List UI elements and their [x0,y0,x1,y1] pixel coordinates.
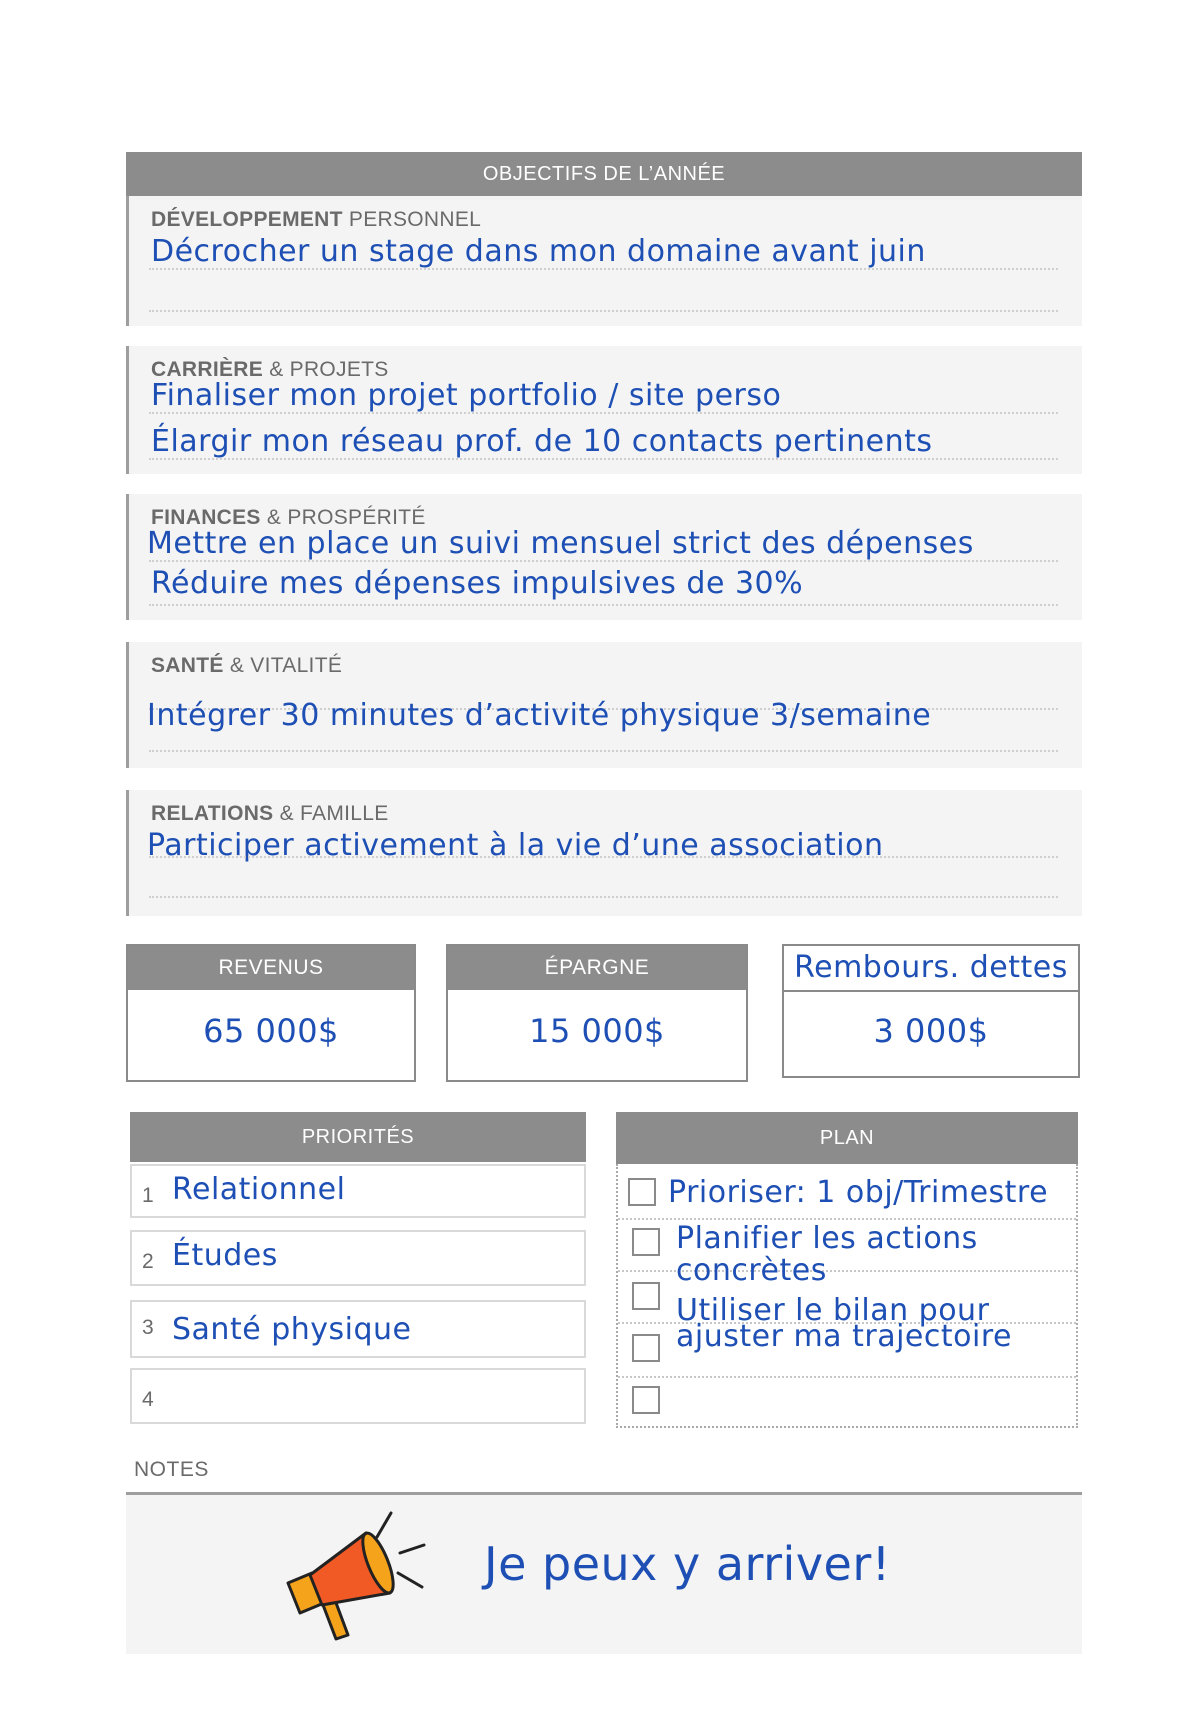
category-title-rest: & PROJETS [263,358,389,381]
goal-text: Décrocher un stage dans mon domaine avant juin [151,234,926,269]
category-title-bold: RELATIONS [151,802,274,825]
category-title-bold: CARRIÈRE [151,358,264,381]
category-title-bold: DÉVELOPPEMENT [151,208,343,231]
revenus-card [126,944,416,1082]
category-career-projects [126,346,1082,474]
checkbox-icon[interactable] [632,1386,660,1414]
goal-line [149,856,1058,858]
megaphone-icon [276,1501,436,1651]
goal-line [149,458,1058,460]
goal-line [149,604,1058,606]
goal-text: Participer activement à la vie d’une association [147,828,884,863]
goal-text: Élargir mon réseau prof. de 10 contacts pertinents [151,424,933,459]
category-title-rest: & FAMILLE [273,802,389,825]
notes-box[interactable] [126,1492,1082,1654]
goal-line [149,896,1058,898]
goal-line [149,750,1058,752]
category-title [151,654,342,678]
priority-text: Relationnel [172,1172,346,1207]
priority-text: Santé physique [172,1312,412,1347]
goal-text: Intégrer 30 minutes d’activité physique 3/semaine [147,698,932,733]
goal-text: Finaliser mon projet portfolio / site perso [151,378,782,413]
priority-row[interactable] [130,1164,586,1218]
dettes-value: 3 000$ [873,1012,989,1050]
objectives-title: OBJECTIFS DE L’ANNÉE [482,163,726,185]
plan-header [616,1112,1078,1164]
goal-line [149,310,1058,312]
priority-row[interactable] [130,1368,586,1424]
plan-divider [618,1218,1076,1220]
priority-number: 3 [142,1316,154,1339]
category-title-bold: FINANCES [151,506,261,529]
revenus-value: 65 000$ [203,1012,339,1050]
category-title-rest: PERSONNEL [342,208,482,231]
objectives-header [126,152,1082,196]
priorities-title: PRIORITÉS [301,1126,415,1148]
priorities-header [130,1112,586,1162]
category-title [151,208,481,232]
category-title-rest: & PROSPÉRITÉ [260,506,426,529]
plan-item-text: ajuster ma trajectoire [676,1319,1012,1354]
notes-message: Je peux y arriver! [484,1537,891,1591]
checkbox-icon[interactable] [632,1228,660,1256]
dettes-label: Rembours. dettes [784,946,1078,992]
priority-number: 1 [142,1184,154,1207]
goal-text: Mettre en place un suivi mensuel strict des dépenses [147,526,974,561]
plan-item-text: Prioriser: 1 obj/Trimestre [668,1175,1049,1210]
checkbox-icon[interactable] [632,1334,660,1362]
plan-divider [618,1376,1076,1378]
goal-text: Réduire mes dépenses impulsives de 30% [151,566,804,601]
plan-item-text: concrètes [676,1253,827,1288]
epargne-card [446,944,748,1082]
dettes-card [782,944,1080,1078]
priority-row[interactable] [130,1230,586,1286]
goal-line [149,560,1058,562]
epargne-value: 15 000$ [529,1012,665,1050]
plan-title: PLAN [819,1127,875,1149]
category-title-bold: SANTÉ [151,654,224,677]
goal-line [149,268,1058,270]
category-relations [126,790,1082,916]
plan-list [616,1164,1078,1428]
priority-row[interactable] [130,1300,586,1358]
category-health [126,642,1082,768]
category-finances [126,494,1082,620]
goal-line [149,412,1058,414]
checkbox-icon[interactable] [632,1282,660,1310]
epargne-label: ÉPARGNE [448,946,746,990]
priority-number: 2 [142,1250,154,1273]
category-title [151,802,389,826]
checkbox-icon[interactable] [628,1178,656,1206]
revenus-label: REVENUS [128,946,414,990]
category-title-rest: & VITALITÉ [223,654,343,677]
notes-label: NOTES [134,1458,209,1481]
priority-number: 4 [142,1388,154,1411]
category-personal-development [126,196,1082,326]
priority-text: Études [172,1238,278,1273]
plan-item-text: Utiliser le bilan pour [676,1293,990,1328]
plan-item-text: Planifier les actions [676,1221,978,1256]
